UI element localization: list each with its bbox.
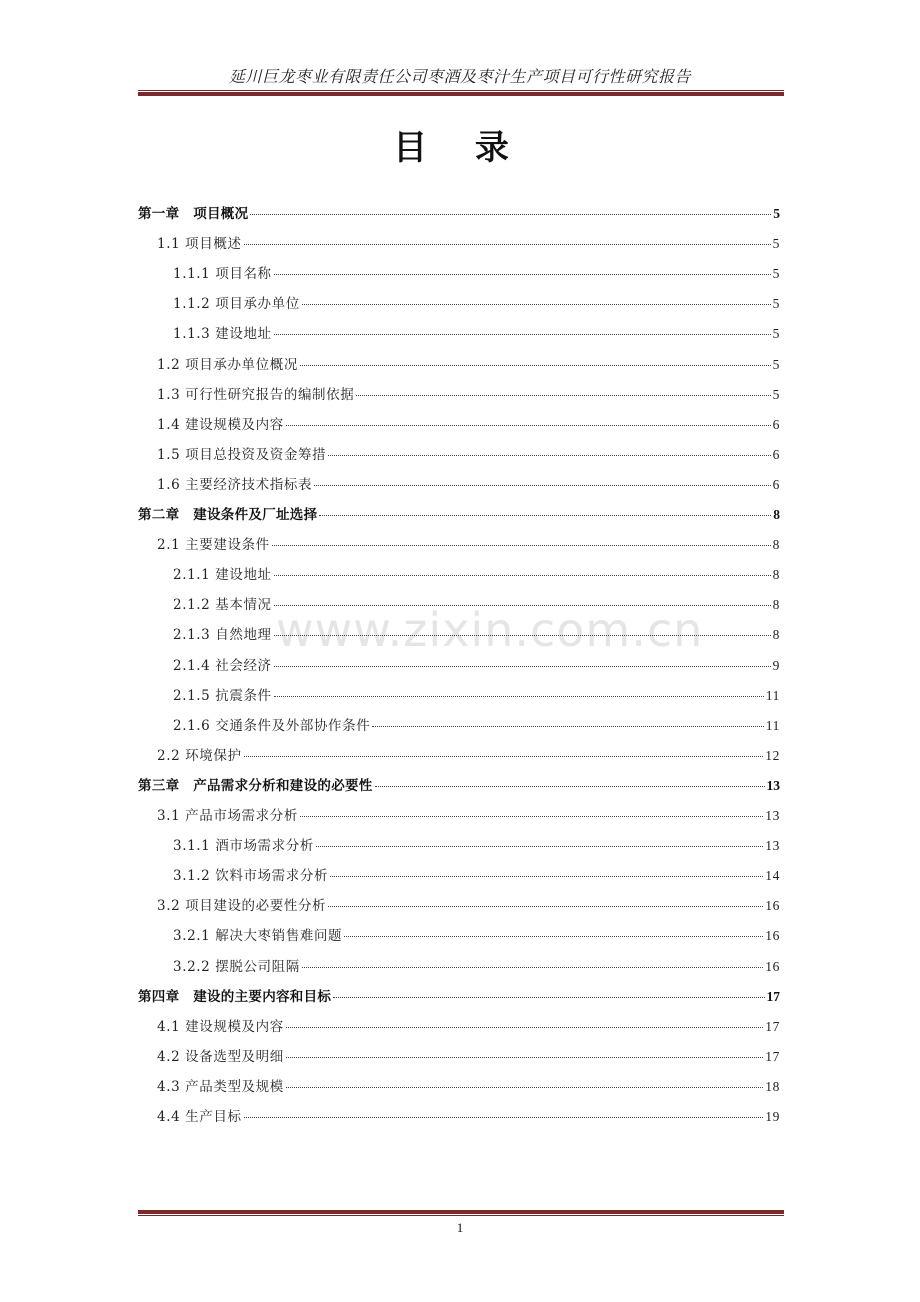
toc-leader-dots	[274, 274, 771, 275]
toc-entry-page: 6	[772, 476, 780, 492]
toc-entry-page: 13	[766, 777, 780, 793]
page-header-title: 延川巨龙枣业有限责任公司枣酒及枣汁生产项目可行性研究报告	[228, 67, 691, 86]
toc-entry-page: 5	[772, 296, 780, 312]
toc-leader-dots	[244, 756, 764, 757]
toc-entry[interactable]	[173, 684, 780, 706]
footer-rule-thick	[138, 1210, 784, 1214]
toc-entry-page: 6	[772, 446, 780, 462]
toc-entry[interactable]	[157, 1045, 780, 1067]
toc-entry-label: 4.2 设备选型及明细	[157, 1048, 284, 1065]
toc-entry-label: 3.2.1 解决大枣销售难问题	[173, 928, 343, 945]
toc-entry-page: 17	[765, 1048, 780, 1064]
toc-entry[interactable]	[157, 1105, 780, 1127]
toc-entry-label: 第三章 产品需求分析和建设的必要性	[138, 777, 373, 794]
header-rule-thin	[138, 90, 784, 91]
toc-entry-page: 6	[772, 416, 780, 432]
toc-entry[interactable]	[173, 864, 780, 886]
toc-entry-page: 12	[765, 747, 780, 763]
toc-entry-label: 1.4 建设规模及内容	[157, 416, 284, 433]
toc-leader-dots	[344, 936, 763, 937]
toc-entry-label: 4.3 产品类型及规模	[157, 1078, 284, 1095]
toc-entry-label: 3.1 产品市场需求分析	[157, 808, 298, 824]
toc-entry-label: 第二章 建设条件及厂址选择	[138, 507, 318, 523]
page-number: 1	[456, 1220, 464, 1235]
toc-entry[interactable]	[173, 593, 780, 615]
toc-leader-dots	[302, 304, 771, 305]
toc-leader-dots	[333, 997, 764, 998]
toc-chapter-entry[interactable]	[138, 503, 780, 525]
toc-entry-label: 1.1.2 项目承办单位	[173, 296, 300, 313]
toc-entry[interactable]	[173, 623, 780, 645]
toc-entry-label: 4.1 建设规模及内容	[157, 1018, 284, 1035]
toc-leader-dots	[286, 425, 771, 426]
toc-leader-dots	[244, 244, 771, 245]
toc-leader-dots	[286, 1027, 763, 1028]
toc-entry[interactable]	[157, 473, 780, 495]
toc-entry-label: 3.2.2 摆脱公司阻隔	[173, 958, 300, 975]
toc-entry[interactable]	[157, 533, 780, 555]
toc-leader-dots	[300, 365, 771, 366]
toc-leader-dots	[330, 876, 763, 877]
toc-entry[interactable]	[173, 834, 780, 856]
toc-leader-dots	[274, 575, 771, 576]
toc-entry-label: 2.2 环境保护	[157, 747, 242, 764]
toc-entry-label: 1.5 项目总投资及资金筹措	[157, 446, 327, 463]
toc-entry-label: 2.1.4 社会经济	[173, 657, 272, 674]
toc-leader-dots	[375, 786, 765, 787]
toc-leader-dots	[250, 214, 771, 215]
toc-entry-label: 1.1.1 项目名称	[173, 266, 272, 283]
toc-leader-dots	[319, 515, 771, 516]
toc-entry-page: 13	[765, 838, 780, 854]
toc-leader-dots	[316, 846, 763, 847]
toc-entry-page: 8	[772, 567, 780, 583]
toc-entry-label: 4.4 生产目标	[157, 1109, 242, 1125]
toc-entry[interactable]	[173, 563, 780, 585]
toc-entry[interactable]	[173, 262, 780, 284]
toc-entry-label: 2.1.1 建设地址	[173, 567, 272, 584]
header-rule-thick	[138, 92, 784, 96]
toc-chapter-entry[interactable]	[138, 985, 780, 1007]
toc-entry-label: 2.1.3 自然地理	[173, 627, 272, 644]
toc-entry-page: 19	[765, 1109, 780, 1124]
toc-leader-dots	[274, 334, 771, 335]
document-title: 目 录	[393, 128, 527, 168]
toc-entry[interactable]	[157, 443, 780, 465]
toc-entry[interactable]	[157, 232, 780, 254]
toc-entry[interactable]	[157, 744, 780, 766]
watermark: www.zixin.com.cn	[276, 603, 704, 657]
toc-entry-label: 1.3 可行性研究报告的编制依据	[157, 386, 355, 403]
toc-leader-dots	[302, 967, 763, 968]
toc-entry[interactable]	[173, 654, 780, 676]
toc-entry[interactable]	[173, 292, 780, 314]
toc-entry-label: 2.1.5 抗震条件	[173, 687, 272, 704]
toc-entry-page: 5	[772, 326, 780, 342]
toc-entry-label: 1.2 项目承办单位概况	[157, 356, 298, 373]
toc-entry-page: 16	[765, 928, 780, 944]
toc-leader-dots	[274, 696, 764, 697]
toc-entry-page: 8	[772, 627, 780, 643]
toc-leader-dots	[300, 816, 763, 817]
toc-entry[interactable]	[157, 1015, 780, 1037]
toc-entry[interactable]	[173, 322, 780, 344]
toc-leader-dots	[328, 906, 763, 907]
toc-leader-dots	[274, 635, 771, 636]
toc-entry-label: 1.1.3 建设地址	[173, 326, 272, 343]
toc-entry-label: 1.1 项目概述	[157, 236, 242, 253]
toc-leader-dots	[372, 726, 763, 727]
toc-entry-page: 11	[765, 687, 780, 703]
toc-entry-page: 16	[765, 898, 780, 914]
toc-entry[interactable]	[157, 353, 780, 375]
toc-entry[interactable]	[173, 955, 780, 977]
toc-entry[interactable]	[157, 1075, 780, 1097]
toc-entry-page: 8	[772, 537, 780, 553]
toc-leader-dots	[356, 395, 770, 396]
toc-entry-label: 2.1.2 基本情况	[173, 597, 272, 614]
toc-entry-label: 3.1.2 饮料市场需求分析	[173, 868, 329, 885]
toc-leader-dots	[328, 455, 770, 456]
toc-entry-page: 5	[773, 206, 780, 221]
toc-entry-label: 2.1 主要建设条件	[157, 537, 270, 554]
toc-leader-dots	[272, 545, 771, 546]
toc-entry-label: 1.6 主要经济技术指标表	[157, 476, 313, 493]
toc-chapter-entry[interactable]	[138, 774, 780, 796]
toc-entry[interactable]	[173, 924, 780, 946]
toc-leader-dots	[286, 1057, 763, 1058]
toc-entry-page: 13	[765, 808, 780, 823]
toc-entry-page: 5	[772, 266, 780, 282]
toc-entry-label: 3.1.1 酒市场需求分析	[173, 838, 314, 855]
toc-leader-dots	[244, 1117, 764, 1118]
toc-leader-dots	[286, 1087, 763, 1088]
toc-entry-page: 8	[772, 597, 780, 613]
toc-entry[interactable]	[157, 413, 780, 435]
toc-entry-page: 5	[772, 386, 780, 402]
toc-entry-page: 18	[765, 1078, 780, 1094]
toc-entry-label: 2.1.6 交通条件及外部协作条件	[173, 717, 371, 734]
toc-entry-page: 9	[772, 657, 780, 673]
toc-leader-dots	[274, 666, 771, 667]
toc-entry[interactable]	[157, 383, 780, 405]
toc-chapter-entry[interactable]	[138, 202, 780, 224]
footer-rule-thin	[138, 1215, 784, 1216]
toc-entry-page: 14	[765, 868, 780, 884]
toc-entry-label: 3.2 项目建设的必要性分析	[157, 898, 327, 915]
toc-entry-page: 5	[772, 356, 780, 372]
toc-entry-page: 11	[765, 717, 780, 733]
toc-entry-page: 5	[772, 236, 780, 252]
toc-entry-page: 17	[766, 988, 780, 1004]
toc-entry-label: 第四章 建设的主要内容和目标	[138, 988, 332, 1005]
toc-entry-label: 第一章 项目概况	[138, 206, 249, 222]
toc-entry-page: 17	[765, 1018, 780, 1034]
toc-entry-page: 8	[773, 507, 780, 522]
toc-entry[interactable]	[173, 714, 780, 736]
toc-leader-dots	[314, 485, 771, 486]
toc-leader-dots	[274, 605, 771, 606]
toc-entry-page: 16	[765, 958, 780, 974]
toc-entry[interactable]	[157, 804, 780, 826]
toc-entry[interactable]	[157, 894, 780, 916]
